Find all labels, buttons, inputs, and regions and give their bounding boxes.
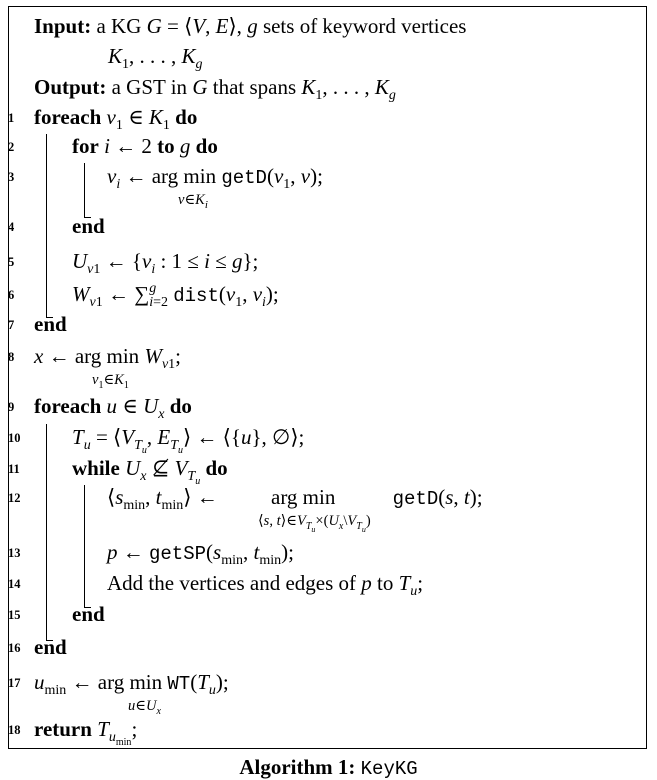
input-label: Input: — [34, 14, 92, 38]
algorithm-line: for i ← 2 to g do — [72, 134, 218, 158]
line-number: 14 — [8, 577, 21, 591]
line-number: 3 — [8, 170, 15, 184]
line-number: 6 — [8, 288, 15, 302]
caption-label: Algorithm 1: — [239, 755, 356, 779]
line-number: 18 — [8, 723, 21, 737]
algorithm-line: $U_{v1}$ ← {$v_i$ : 1 ≤ i ≤ g}; — [72, 249, 259, 277]
algorithm-line: end — [34, 635, 67, 659]
algorithm-line: x ← arg $\min W_{v1}$; — [34, 344, 181, 372]
output-text: a GST in G that spans $K_1$, . . . , $K_g$ — [111, 75, 396, 103]
block-bar — [84, 163, 85, 218]
argmin-subscript: $v_1\in K_1$ — [92, 372, 129, 391]
block-bar — [46, 134, 47, 318]
line-number: 16 — [8, 641, 21, 655]
line-number: 2 — [8, 140, 15, 154]
algorithm-line: end — [72, 602, 105, 626]
line-number: 12 — [8, 491, 21, 505]
algorithm-line: Add the vertices and edges of p to $T_u$; — [107, 571, 424, 599]
output-line — [34, 75, 396, 103]
line-number: 7 — [8, 318, 15, 332]
algorithm-line: $u_{min}$ ← arg $\min WT(T_u)$; — [34, 670, 229, 698]
algorithm-line: while $U_x$ ⊈ $V_{T_u}$ do — [72, 456, 228, 487]
line-number: 15 — [8, 608, 21, 622]
input-text: a KG G = ⟨V, E⟩, g sets of keyword vertices — [96, 14, 467, 38]
line-number: 13 — [8, 546, 21, 560]
algorithm-line: $⟨s_{min}$, $t_{min}⟩$ ← arg min getD(s, t); — [107, 485, 483, 513]
line-number: 9 — [8, 400, 15, 414]
algorithm-line: end — [34, 312, 67, 336]
line-number: 1 — [8, 111, 15, 125]
line-number: 5 — [8, 255, 15, 269]
algorithm-line: $W_{v1}$ ← ∑$^g_{i=2}$ $dist(v_1$, $v_i$); — [72, 281, 279, 310]
line-number: 17 — [8, 676, 21, 690]
algorithm-name: KeyKG — [360, 758, 418, 780]
algorithm-line: foreach $v_1$ ∈ $K_1$ do — [34, 105, 198, 133]
output-label: Output: — [34, 75, 107, 99]
block-bar — [46, 424, 47, 641]
input-line — [34, 16, 466, 37]
algorithm-caption — [0, 755, 657, 780]
line-number: 10 — [8, 431, 21, 445]
argmin-subscript: ⟨s, $t⟩\in V_{T_u}\times(U_x\backslash V_{T_u})$ — [258, 513, 371, 534]
algorithm-line: $v_i$ ← arg $\min getD(v_1$, v); — [107, 164, 323, 192]
algorithm-line: p ← $getSP(s_{min}$, $t_{min}$); — [107, 540, 294, 568]
algorithm-line: return $T_{u_{min}}$; — [34, 717, 138, 748]
algorithm-line: foreach u ∈ $U_x$ do — [34, 394, 192, 422]
line-number: 8 — [8, 350, 15, 364]
line-number: 11 — [8, 462, 20, 476]
line-number: 4 — [8, 220, 15, 234]
algorithm-line: end — [72, 214, 105, 238]
argmin-subscript: $u\in U_x$ — [128, 698, 161, 717]
algorithm-line: $T_u$ = $⟨V_{T_u}$, $E_{T_u}⟩$ ← ⟨{u}, ∅⟩; — [72, 425, 305, 456]
input-line-2: $K_1$, . . . , $K_g$ — [108, 44, 203, 72]
block-bar — [84, 485, 85, 608]
argmin-subscript: $v\in K_i$ — [178, 192, 208, 211]
